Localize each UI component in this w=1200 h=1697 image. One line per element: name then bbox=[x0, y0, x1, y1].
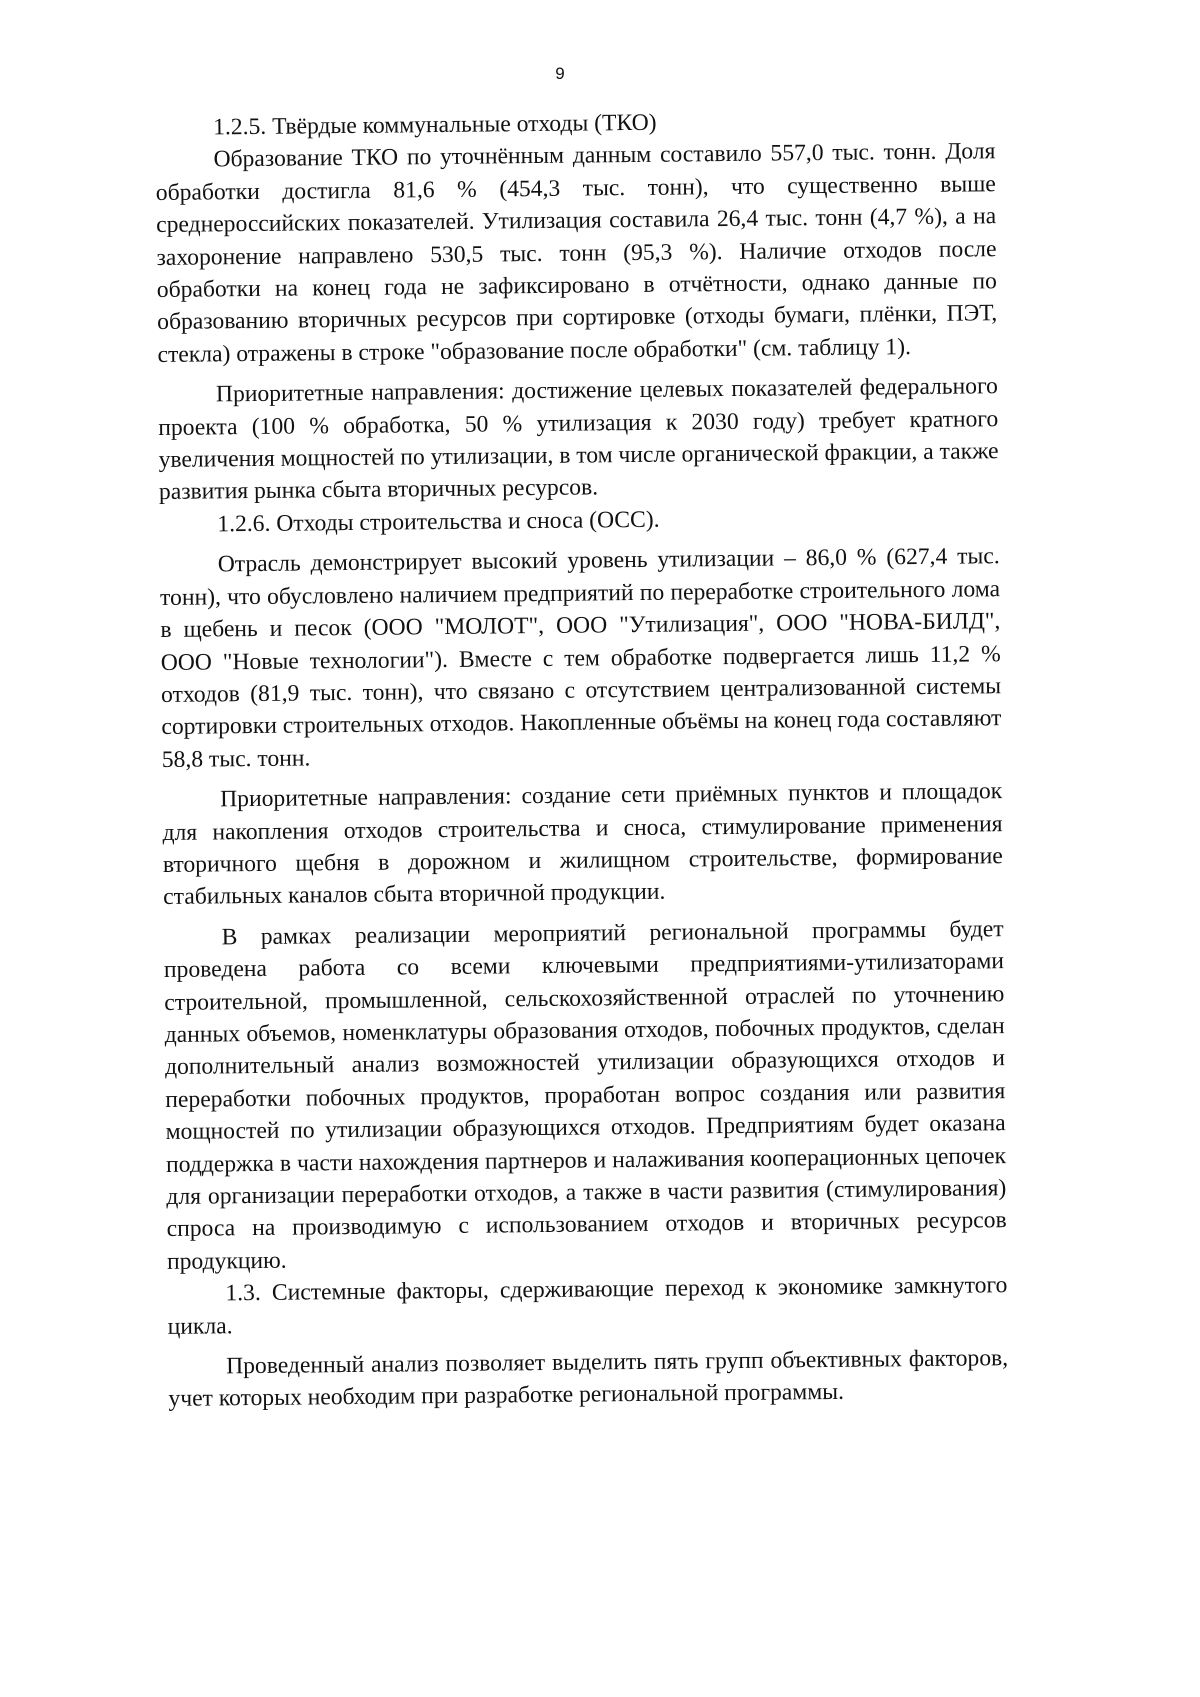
document-body bbox=[155, 103, 1009, 1416]
paragraph-tko-data: Образование ТКО по уточнённым данным составило 557,0 тыс. тонн. Доля обработки достигла 81,6 % (454,3 тыс. тонн), что существенно выше среднероссийских показателей. Утилизация составила 26,4 тыс. тонн (4,7 %), а на захоронение направлено 530,5 тыс. тонн (95,3 %). Наличие отходов после обработки на конец года не зафиксировано в отчётности, однако данные по образованию вторичных ресурсов при сортировке (отходы бумаги, плёнки, ПЭТ, стекла) отражены в строке "образование после обработки" (см. таблицу 1). bbox=[155, 138, 998, 368]
section-heading-1-3: 1.3. Системные факторы, сдерживающие переход к экономике замкнутого цикла. bbox=[167, 1272, 1008, 1340]
section-heading-1-2-6: 1.2.6. Отходы строительства и сноса (ОСС). bbox=[217, 506, 660, 538]
paragraph-factors-intro: Проведенный анализ позволяет выделить пять групп объективных факторов, учет которых необходим при разработке региональной программы. bbox=[168, 1345, 1009, 1413]
page-number: 9 bbox=[555, 64, 565, 83]
paragraph-oss-data: Отрасль демонстрирует высокий уровень утилизации – 86,0 % (627,4 тыс. тонн), что обусловлено наличием предприятий по переработке строительного лома в щебень и песок (ООО "МОЛОТ", ООО "Утилизация", ООО "НОВА-БИЛД", ООО "Новые технологии"). Вместе с тем обработке подвергается лишь 11,2 % отходов (81,9 тыс. тонн), что связано с отсутствием централизованной системы сортировки строительных отходов. Накопленные объёмы на конец года составляют 58,8 тыс. тонн. bbox=[159, 543, 1002, 773]
paragraph-regional-program: В рамках реализации мероприятий региональной программы будет проведена работа со всеми ключевыми предприятиями-утилизаторами строительной, промышленной, сельскохозяйственной отраслей по уточнению данных объемов, номенклатуры образования отходов, побочных продуктов, сделан дополнительный анализ возможностей утилизации образующихся отходов и переработки побочных продуктов, проработан вопрос создания или развития мощностей по утилизации образующихся отходов. Предприятиям будет оказана поддержка в части нахождения партнеров и налаживания кооперационных цепочек для организации переработки отходов, а также в части развития (стимулирования) спроса на производимую с использованием отходов и вторичных ресурсов продукцию. bbox=[163, 915, 1007, 1275]
paragraph-oss-priorities: Приоритетные направления: создание сети приёмных пунктов и площадок для накопления отходов строительства и сноса, стимулирование применения вторичного щебня в дорожном и жилищном строительстве, формирование стабильных каналов сбыта вторичной продукции. bbox=[162, 778, 1003, 911]
paragraph-tko-priorities: Приоритетные направления: достижение целевых показателей федерального проекта (100 % обработка, 50 % утилизация к 2030 году) требует кратного увеличения мощностей по утилизации, в том числе органической фракции, а также развития рынка сбыта вторичных ресурсов. bbox=[158, 373, 999, 506]
section-heading-1-2-5: 1.2.5. Твёрдые коммунальные отходы (ТКО) bbox=[213, 109, 657, 141]
